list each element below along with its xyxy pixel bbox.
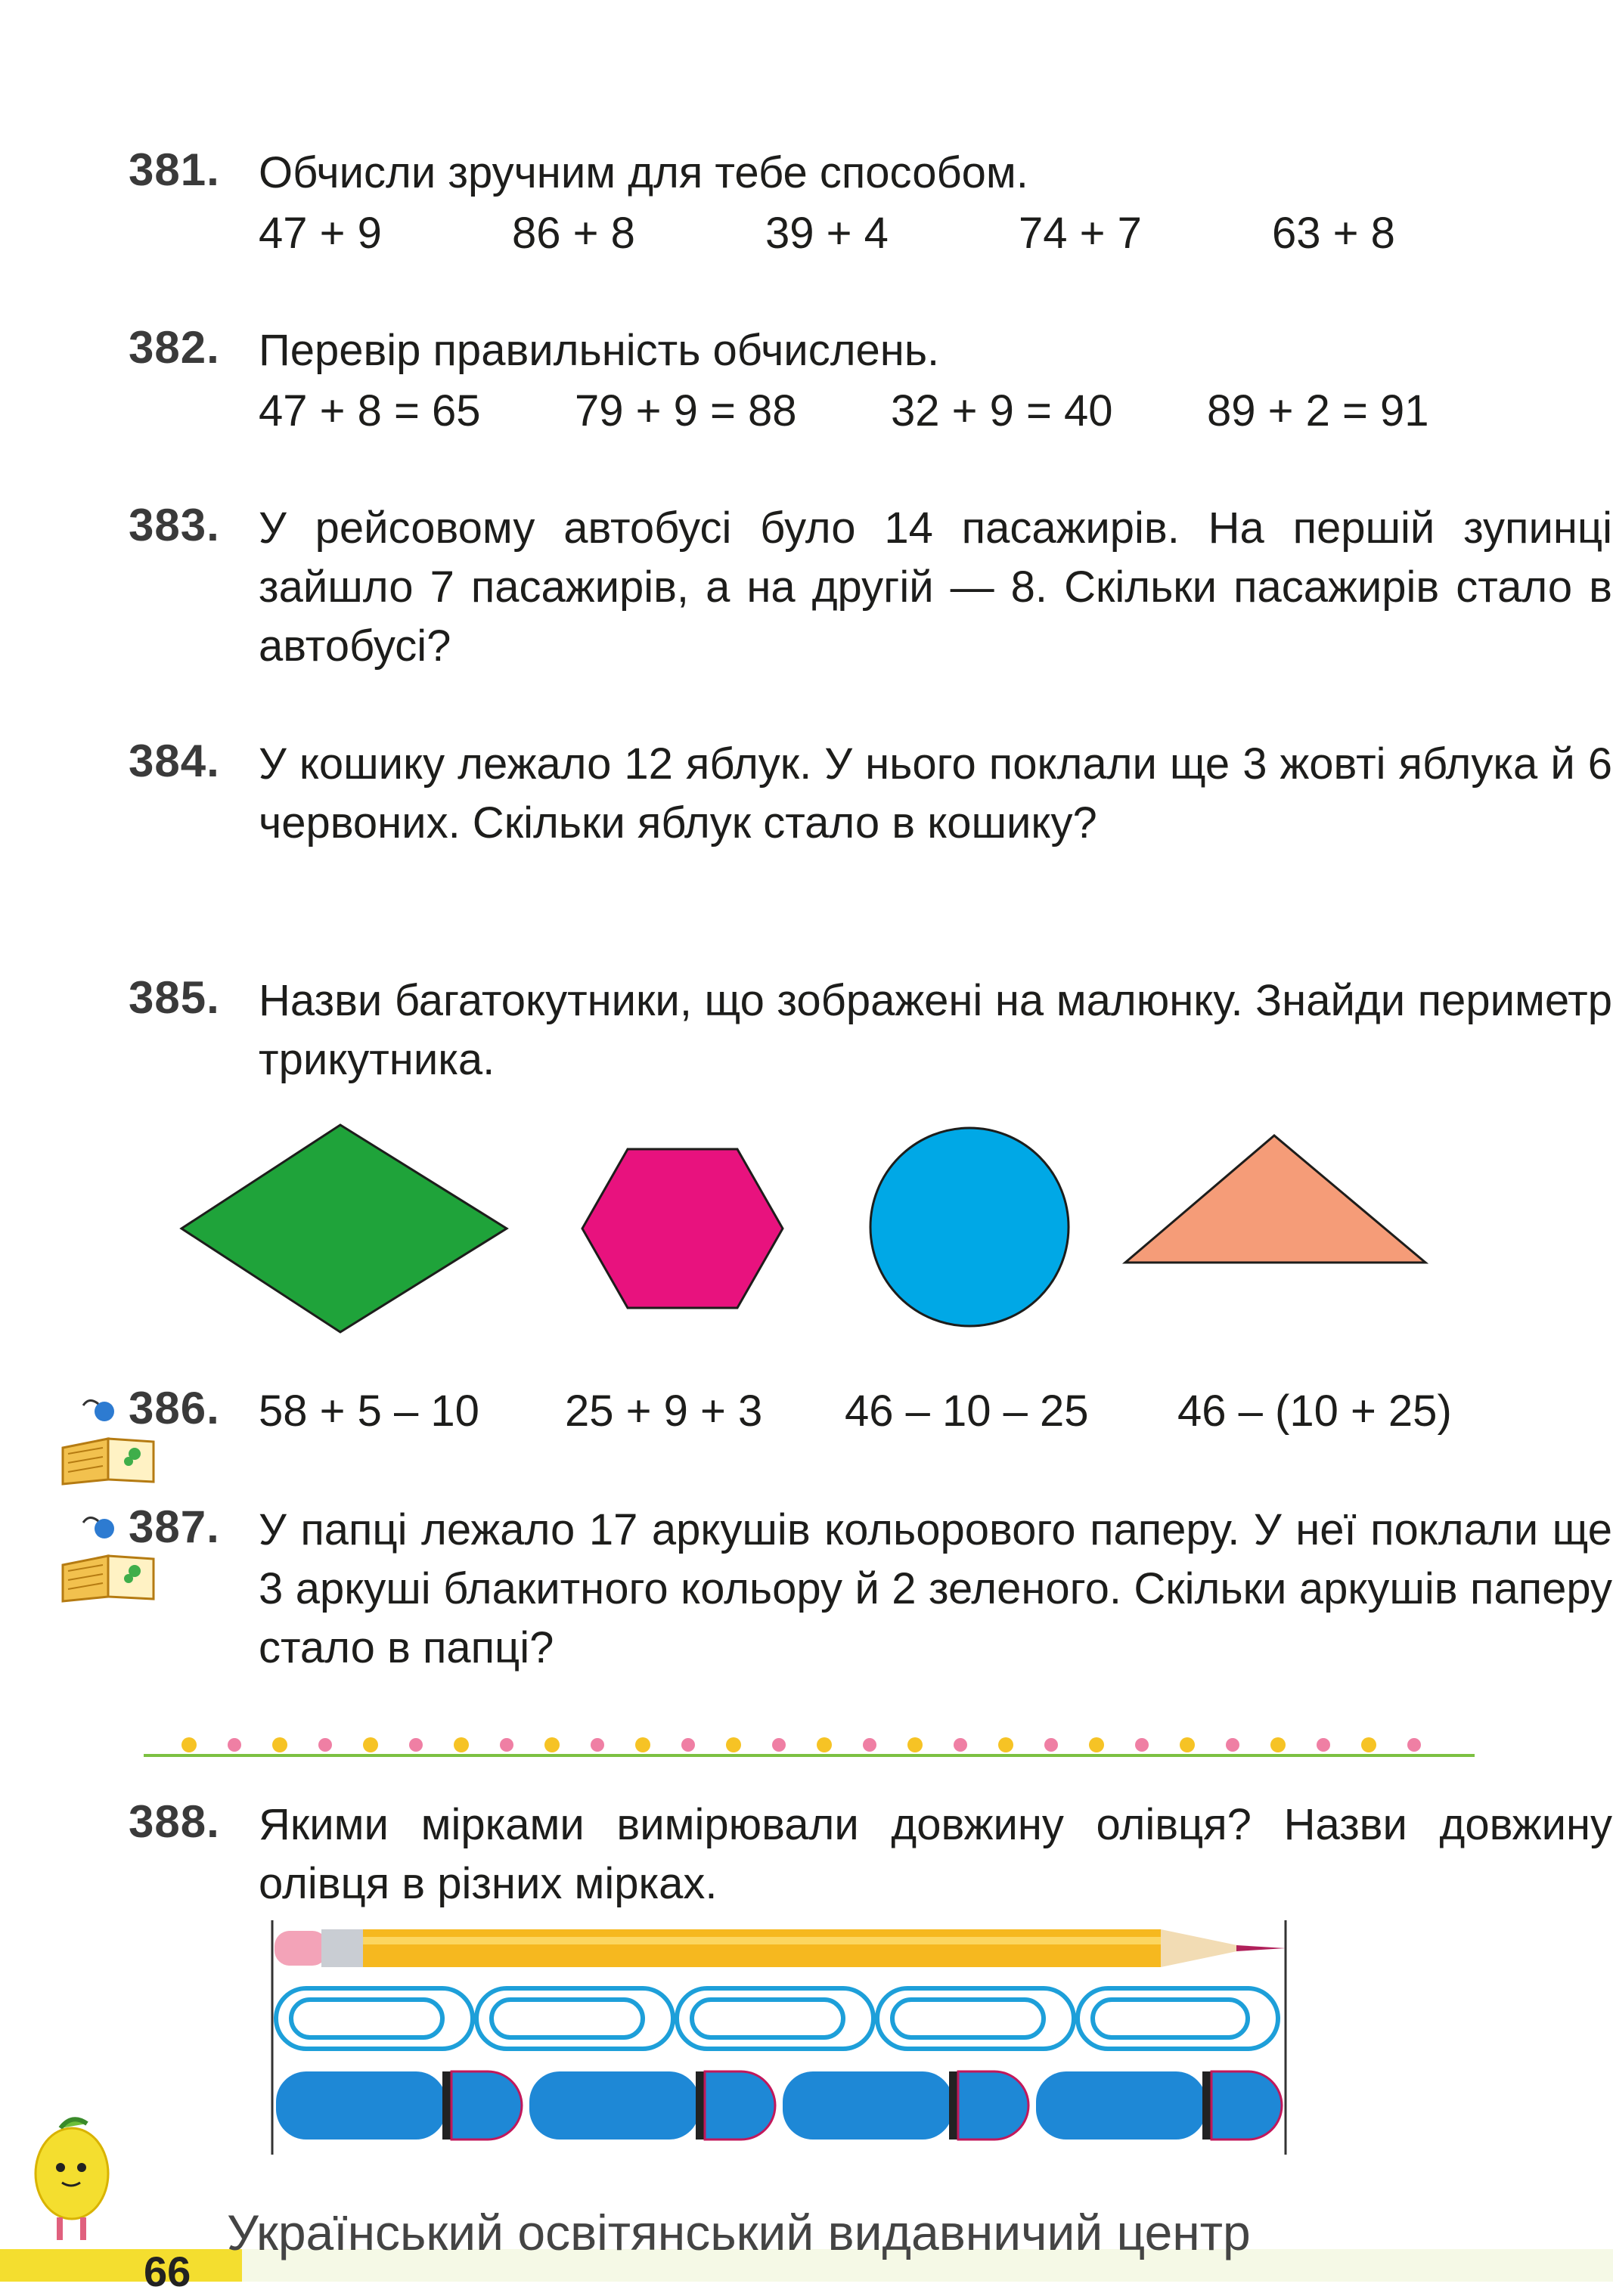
expression: 63 + 8 xyxy=(1272,209,1395,258)
exercise-text: Якими мірками вимірювали довжину олівця? Назви довжину олівця в різних мірках. xyxy=(259,1800,1612,1908)
publisher-text: Український освітянський видавничий центр xyxy=(227,2205,1251,2260)
exercise-body xyxy=(259,1382,1612,1441)
exercise-body xyxy=(259,321,1612,441)
exercise-text: Перевір правильність обчислень. xyxy=(259,326,940,375)
expression: 32 + 9 = 40 xyxy=(891,386,1113,435)
expression: 89 + 2 = 91 xyxy=(1207,386,1429,435)
expression: 58 + 5 – 10 xyxy=(259,1387,479,1436)
exercise-number: 386. xyxy=(129,1383,220,1433)
lemon-mascot-icon xyxy=(15,2113,129,2249)
exercise-number: 388. xyxy=(129,1796,220,1847)
expression-row xyxy=(259,1382,1612,1441)
polygons-figure xyxy=(174,1119,1444,1338)
pencil xyxy=(275,1929,1286,1967)
hexagon-shape xyxy=(582,1149,783,1308)
erasers xyxy=(276,2071,1282,2140)
exercise-number: 387. xyxy=(129,1501,220,1552)
exercise-text: У рейсовому автобусі було 14 пасажирів. На першій зупинці зайшло 7 пасажирів, а на другій — 8. Скільки пасажирів стало в автобусі? xyxy=(259,504,1612,671)
exercise-number: 383. xyxy=(129,500,220,550)
exercise-body xyxy=(259,144,1612,263)
pencil-measurement-figure xyxy=(268,1920,1297,2155)
exercise-text: Обчисли зручним для тебе способом. xyxy=(259,148,1028,197)
expression: 39 + 4 xyxy=(765,209,889,258)
exercise-text: Назви багатокутники, що зображені на малюнку. Знайди периметр трикутника. xyxy=(259,976,1612,1084)
page-number: 66 xyxy=(144,2248,191,2295)
expression-row xyxy=(259,204,1612,263)
exercise-number: 384. xyxy=(129,736,220,786)
expression: 47 + 9 xyxy=(259,209,382,258)
decorative-flower-border xyxy=(144,1724,1475,1762)
triangle-shape xyxy=(1125,1136,1425,1263)
expression: 46 – (10 + 25) xyxy=(1177,1387,1452,1436)
rhombus-shape xyxy=(181,1125,507,1332)
expression: 47 + 8 = 65 xyxy=(259,386,481,435)
paperclips xyxy=(276,1988,1278,2049)
page-number-tab xyxy=(0,2249,242,2282)
expression: 74 + 7 xyxy=(1019,209,1142,258)
exercise-text: У кошику лежало 12 яблук. У нього поклали ще 3 жовті яблука й 6 червоних. Скільки яблук стало в кошику? xyxy=(259,739,1612,847)
expression: 79 + 9 = 88 xyxy=(575,386,797,435)
expression-row xyxy=(259,382,1612,441)
circle-shape xyxy=(870,1128,1069,1326)
exercise-number: 382. xyxy=(129,322,220,373)
expression: 46 – 10 – 25 xyxy=(845,1387,1089,1436)
flower-pattern xyxy=(181,1737,1421,1752)
expression: 86 + 8 xyxy=(512,209,635,258)
exercise-number: 381. xyxy=(129,144,220,195)
exercise-number: 385. xyxy=(129,972,220,1023)
expression: 25 + 9 + 3 xyxy=(565,1387,763,1436)
exercise-text: У папці лежало 17 аркушів кольорового паперу. У неї поклали ще 3 аркуші блакитного кольору й 2 зеленого. Скільки аркушів паперу стало в папці? xyxy=(259,1505,1612,1672)
